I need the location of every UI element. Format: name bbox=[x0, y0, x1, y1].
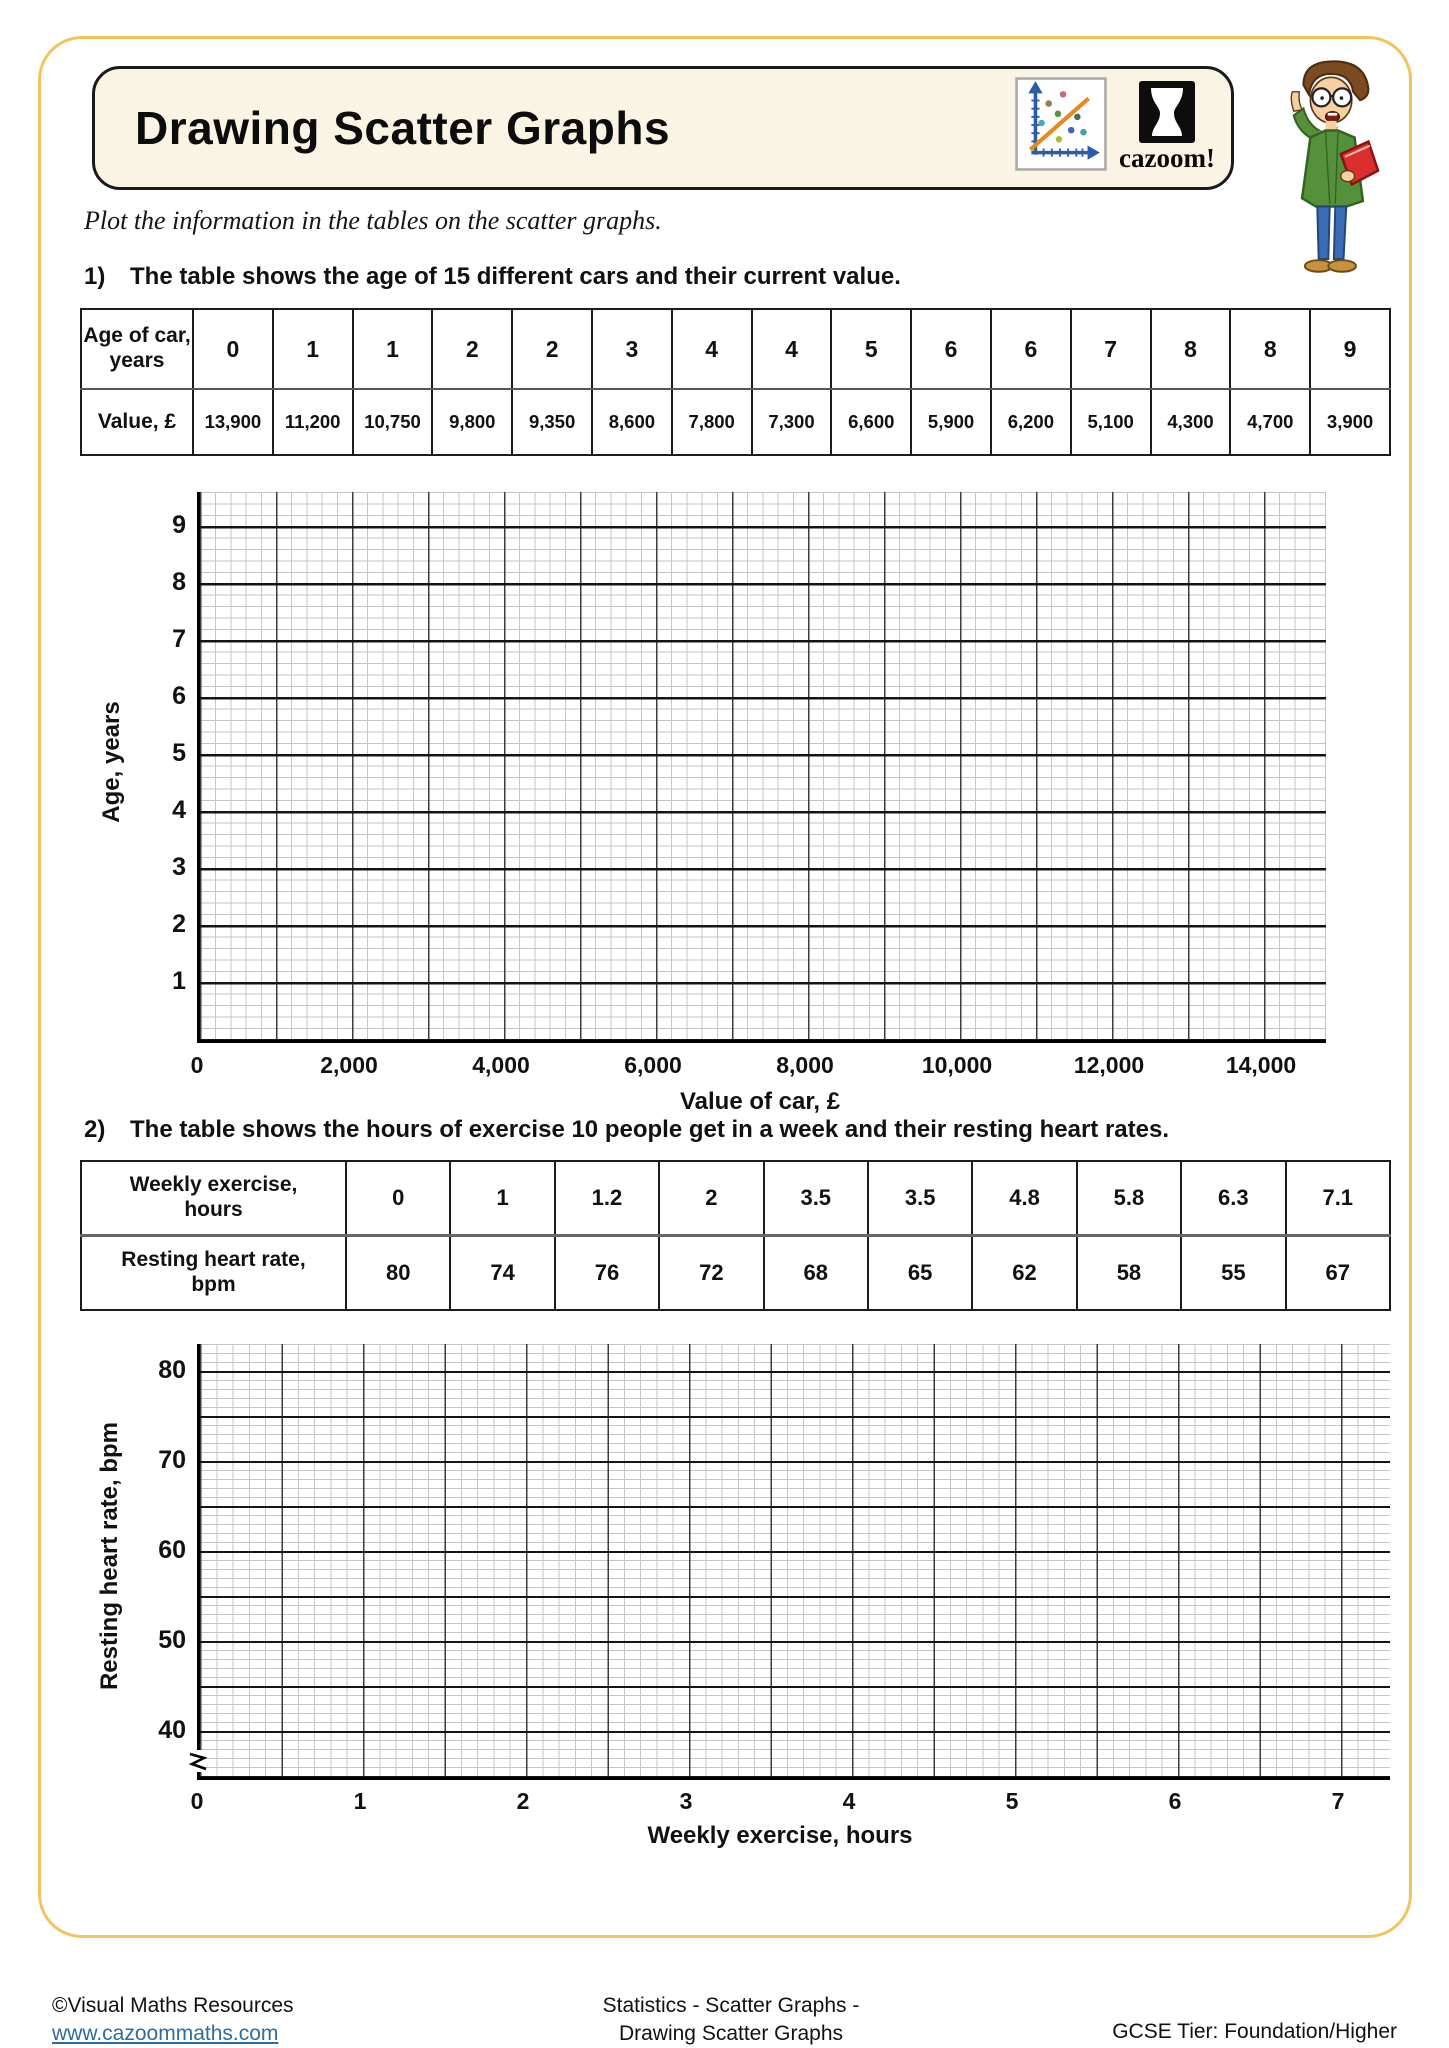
q2-x-axis-title: Weekly exercise, hours bbox=[647, 1822, 913, 1849]
table-cell: 4 bbox=[752, 309, 832, 389]
table-cell: 7.1 bbox=[1286, 1161, 1390, 1236]
y-tick-label: 6 bbox=[172, 681, 186, 710]
table-cell: 3.5 bbox=[764, 1161, 868, 1236]
table-cell: 55 bbox=[1181, 1236, 1285, 1311]
q1-y-axis-title: Age, years bbox=[98, 701, 125, 823]
x-tick-label: 1 bbox=[353, 1788, 367, 1814]
table-cell: 1 bbox=[450, 1161, 554, 1236]
x-tick-label: 2 bbox=[516, 1788, 530, 1814]
question1-prompt: The table shows the age of 15 different cars and their current value. bbox=[130, 263, 901, 290]
table-cell: 9,350 bbox=[512, 389, 592, 455]
q1-x-axis-title: Value of car, £ bbox=[679, 1088, 841, 1115]
table-cell: 76 bbox=[555, 1236, 659, 1311]
cazoom-logo-mark bbox=[1127, 81, 1207, 145]
y-tick-label: 80 bbox=[158, 1355, 186, 1384]
q2-y-axis-ticks bbox=[126, 1344, 186, 1777]
table-cell: 67 bbox=[1286, 1236, 1390, 1311]
x-tick-label: 14,000 bbox=[1225, 1052, 1297, 1078]
q1-data-table bbox=[80, 308, 1391, 456]
question2-prompt: The table shows the hours of exercise 10 people get in a week and their resting heart rates. bbox=[130, 1116, 1169, 1143]
y-tick-label: 8 bbox=[172, 567, 186, 596]
table-cell: 6 bbox=[911, 309, 991, 389]
table-cell: 6,200 bbox=[991, 389, 1071, 455]
q1-y-axis-ticks bbox=[126, 492, 186, 1040]
grid-major-lines bbox=[200, 1371, 1390, 1777]
table-cell: 7,800 bbox=[672, 389, 752, 455]
question1-heading bbox=[84, 263, 901, 291]
x-tick-label: 6 bbox=[1168, 1788, 1182, 1814]
table-cell: 65 bbox=[868, 1236, 972, 1311]
table-cell: 6.3 bbox=[1181, 1161, 1285, 1236]
table-cell: 3.5 bbox=[868, 1161, 972, 1236]
table-cell: 2 bbox=[659, 1161, 763, 1236]
cazoom-logo-text: cazoom! bbox=[1119, 143, 1215, 173]
x-tick-label: 4,000 bbox=[472, 1052, 530, 1078]
table-cell: 8 bbox=[1151, 309, 1231, 389]
header-icons bbox=[1015, 77, 1215, 176]
table-cell: 10,750 bbox=[353, 389, 433, 455]
table-cell: 1 bbox=[273, 309, 353, 389]
teacher-illustration bbox=[1262, 52, 1414, 292]
table-cell: 9,800 bbox=[432, 389, 512, 455]
table-cell: 74 bbox=[450, 1236, 554, 1311]
q1-scatter-grid bbox=[197, 492, 1326, 1043]
y-tick-label: 3 bbox=[172, 852, 186, 881]
q2-y-axis-title: Resting heart rate, bpm bbox=[96, 1421, 123, 1691]
y-tick-label: 50 bbox=[158, 1625, 186, 1654]
table-cell: 1.2 bbox=[555, 1161, 659, 1236]
instruction-text: Plot the information in the tables on the scatter graphs. bbox=[84, 206, 662, 235]
x-tick-label: 3 bbox=[679, 1788, 693, 1814]
x-tick-label: 7 bbox=[1331, 1788, 1345, 1814]
x-tick-label: 4 bbox=[842, 1788, 856, 1814]
footer-tier: GCSE Tier: Foundation/Higher bbox=[1112, 2020, 1397, 2043]
y-tick-label: 60 bbox=[158, 1535, 186, 1564]
table-cell: 3 bbox=[592, 309, 672, 389]
x-tick-label: 0 bbox=[190, 1788, 204, 1814]
table-cell: 13,900 bbox=[193, 389, 273, 455]
q2-scatter-grid bbox=[197, 1344, 1390, 1780]
scatter-graph-icon bbox=[1015, 77, 1107, 176]
y-tick-label: 2 bbox=[172, 909, 186, 938]
question2-heading bbox=[84, 1116, 1169, 1144]
table-cell: 68 bbox=[764, 1236, 868, 1311]
row-header-cell: Value, £ bbox=[81, 389, 193, 455]
x-tick-label: 12,000 bbox=[1073, 1052, 1145, 1078]
table-cell: 8,600 bbox=[592, 389, 672, 455]
x-tick-label: 6,000 bbox=[624, 1052, 682, 1078]
y-tick-label: 4 bbox=[172, 795, 186, 824]
row-header-cell: Age of car, years bbox=[81, 309, 193, 389]
page-title: Drawing Scatter Graphs bbox=[135, 102, 671, 154]
table-cell: 80 bbox=[346, 1236, 450, 1311]
table-cell: 3,900 bbox=[1310, 389, 1390, 455]
table-cell: 5,100 bbox=[1071, 389, 1151, 455]
website-link[interactable]: www.cazoommaths.com bbox=[52, 2022, 279, 2046]
x-tick-label: 10,000 bbox=[921, 1052, 993, 1078]
x-tick-label: 8,000 bbox=[776, 1052, 834, 1078]
table-cell: 62 bbox=[972, 1236, 1076, 1311]
footer-left bbox=[52, 1992, 294, 2048]
table-cell: 6,600 bbox=[831, 389, 911, 455]
table-row bbox=[81, 1236, 1390, 1311]
table-cell: 7 bbox=[1071, 309, 1151, 389]
y-tick-label: 40 bbox=[158, 1715, 186, 1744]
table-cell: 1 bbox=[353, 309, 433, 389]
q2-x-axis-ticks bbox=[190, 1788, 1387, 1818]
table-cell: 2 bbox=[432, 309, 512, 389]
table-cell: 4 bbox=[672, 309, 752, 389]
table-cell: 58 bbox=[1077, 1236, 1181, 1311]
footer-topic-line2: Drawing Scatter Graphs bbox=[618, 2022, 844, 2046]
table-cell: 2 bbox=[512, 309, 592, 389]
q2-data-table bbox=[80, 1160, 1391, 1311]
question1-number: 1) bbox=[84, 263, 106, 290]
table-cell: 5.8 bbox=[1077, 1161, 1181, 1236]
grid-major-lines bbox=[200, 526, 1326, 1040]
table-cell: 5 bbox=[831, 309, 911, 389]
table-cell: 9 bbox=[1310, 309, 1390, 389]
axis-break-icon bbox=[186, 1748, 210, 1774]
table-cell: 5,900 bbox=[911, 389, 991, 455]
table-row bbox=[81, 309, 1390, 389]
y-tick-label: 1 bbox=[172, 966, 186, 995]
header bbox=[92, 66, 1234, 190]
x-tick-label: 5 bbox=[1005, 1788, 1019, 1814]
x-tick-label: 2,000 bbox=[320, 1052, 378, 1078]
table-cell: 6 bbox=[991, 309, 1071, 389]
question2-number: 2) bbox=[84, 1116, 106, 1143]
footer-topic-line1: Statistics - Scatter Graphs - bbox=[602, 1994, 860, 2017]
y-tick-label: 70 bbox=[158, 1445, 186, 1474]
table-cell: 8 bbox=[1230, 309, 1310, 389]
table-cell: 0 bbox=[193, 309, 273, 389]
row-header-cell: Weekly exercise, hours bbox=[81, 1161, 346, 1236]
x-tick-label: 0 bbox=[190, 1052, 204, 1078]
q1-x-axis-ticks bbox=[190, 1052, 1323, 1082]
table-row bbox=[81, 1161, 1390, 1236]
table-cell: 4.8 bbox=[972, 1161, 1076, 1236]
table-row bbox=[81, 389, 1390, 455]
footer-center bbox=[603, 1992, 860, 2048]
table-cell: 7,300 bbox=[752, 389, 832, 455]
table-cell: 11,200 bbox=[273, 389, 353, 455]
copyright-text: ©Visual Maths Resources bbox=[52, 1994, 294, 2017]
y-tick-label: 7 bbox=[172, 624, 186, 653]
table-cell: 72 bbox=[659, 1236, 763, 1311]
table-cell: 4,300 bbox=[1151, 389, 1231, 455]
table-cell: 0 bbox=[346, 1161, 450, 1236]
cazoom-logo bbox=[1119, 81, 1215, 174]
y-tick-label: 9 bbox=[172, 510, 186, 539]
table-cell: 4,700 bbox=[1230, 389, 1310, 455]
row-header-cell: Resting heart rate, bpm bbox=[81, 1236, 346, 1311]
y-tick-label: 5 bbox=[172, 738, 186, 767]
